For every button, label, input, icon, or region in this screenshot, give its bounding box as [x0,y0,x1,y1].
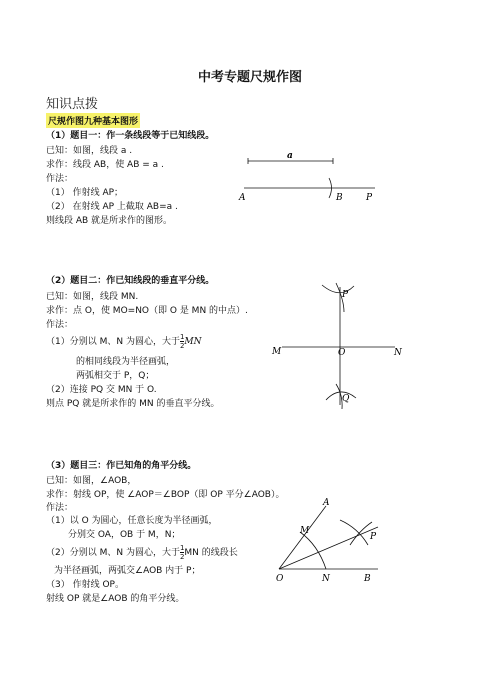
p2-heading: （2）题目二：作已知线段的垂直平分线。 [46,276,215,286]
p1-heading: （1）题目一：作一条线段等于已知线段。 [46,131,215,141]
label-B3: B [364,574,371,584]
p3-step1-line2: 分别交 OA，OB 于 M，N； [68,530,181,540]
p3-goal: 求作：射线 OP，使 ∠AOP＝∠BOP（即 OP 平分∠AOB）。 [46,490,285,500]
page-title: 中考专题尺规作图 [197,70,302,85]
highlight-label: 尺规作图九种基本图形 [46,113,140,128]
p1-step2: （2） 在射线 AP 上截取 AB=a . [46,202,178,212]
p2-step2: （2）连接 PQ 交 MN 于 O. [46,385,157,395]
section-heading: 知识点拨 [46,97,99,112]
p2-method: 作法： [46,320,74,330]
label-A3: A [323,498,330,508]
p2-conclusion: 则点 PQ 就是所求作的 MN 的垂直平分线。 [46,399,220,409]
arc-p-2 [350,522,372,545]
label-M3: M [300,526,310,536]
ray-oa [279,506,326,569]
p2-step1-line2: 的相同线段为半径画弧， [76,357,176,367]
label-P3: P [370,532,377,542]
p1-conclusion: 则线段 AB 就是所求作的图形。 [46,216,173,226]
p2-frac-den: 2 [179,342,185,350]
p3-step3: （3） 作射线 OP。 [46,580,124,590]
p2-goal: 求作：点 O，使 MO=NO（即 O 是 MN 的中点）. [46,306,248,316]
p2-frac-num: 1 [179,333,185,341]
ray-op [279,527,378,569]
p2-step1-line3: 两弧相交于 P，Q； [76,371,155,381]
label-M2: M [272,347,282,357]
label-O2: O [338,348,346,358]
p3-conclusion: 射线 OP 就是∠AOB 的角平分线。 [46,594,185,604]
p3-step2-post: MN 的线段长 [184,548,238,558]
p3-known: 已知：如图，∠AOB， [46,476,137,486]
p2-known: 已知：如图，线段 MN. [46,292,139,302]
p3-step2-pre: （2）分别以 M、N 为圆心，大于 [46,548,180,558]
p3-heading: （3）题目三：作已知角的角平分线。 [46,461,197,471]
p1-method: 作法： [46,174,74,184]
figure-3 [279,506,378,569]
figure-2 [282,283,395,409]
p2-step1-post: MN [184,337,202,347]
label-O3: O [276,574,284,584]
label-Q2: Q [342,394,350,404]
label-P1: P [366,193,373,203]
p3-frac-den: 2 [179,553,185,561]
p3-method: 作法： [46,503,74,513]
arc-top-1 [322,285,354,293]
p2-step1-pre: （1）分别以 M、N 为圆心，大于 [46,337,180,347]
label-a: a [287,151,293,161]
label-B1: B [336,193,343,203]
p1-goal: 求作：线段 AB，使 AB = a . [46,160,164,170]
p3-step2-line2: 为半径画弧，两弧交∠AOB 内于 P； [54,566,201,576]
p1-known: 已知：如图，线段 a . [46,146,133,156]
label-A1: A [239,193,246,203]
label-N2: N [394,348,402,358]
p3-frac-num: 1 [179,544,185,552]
label-P2: P [342,290,349,300]
label-N3: N [322,574,330,584]
figure-1 [244,158,375,198]
p1-step1: （1） 作射线 AP； [46,188,124,198]
p3-step1: （1）以 O 为圆心，任意长度为半径画弧， [46,516,218,526]
